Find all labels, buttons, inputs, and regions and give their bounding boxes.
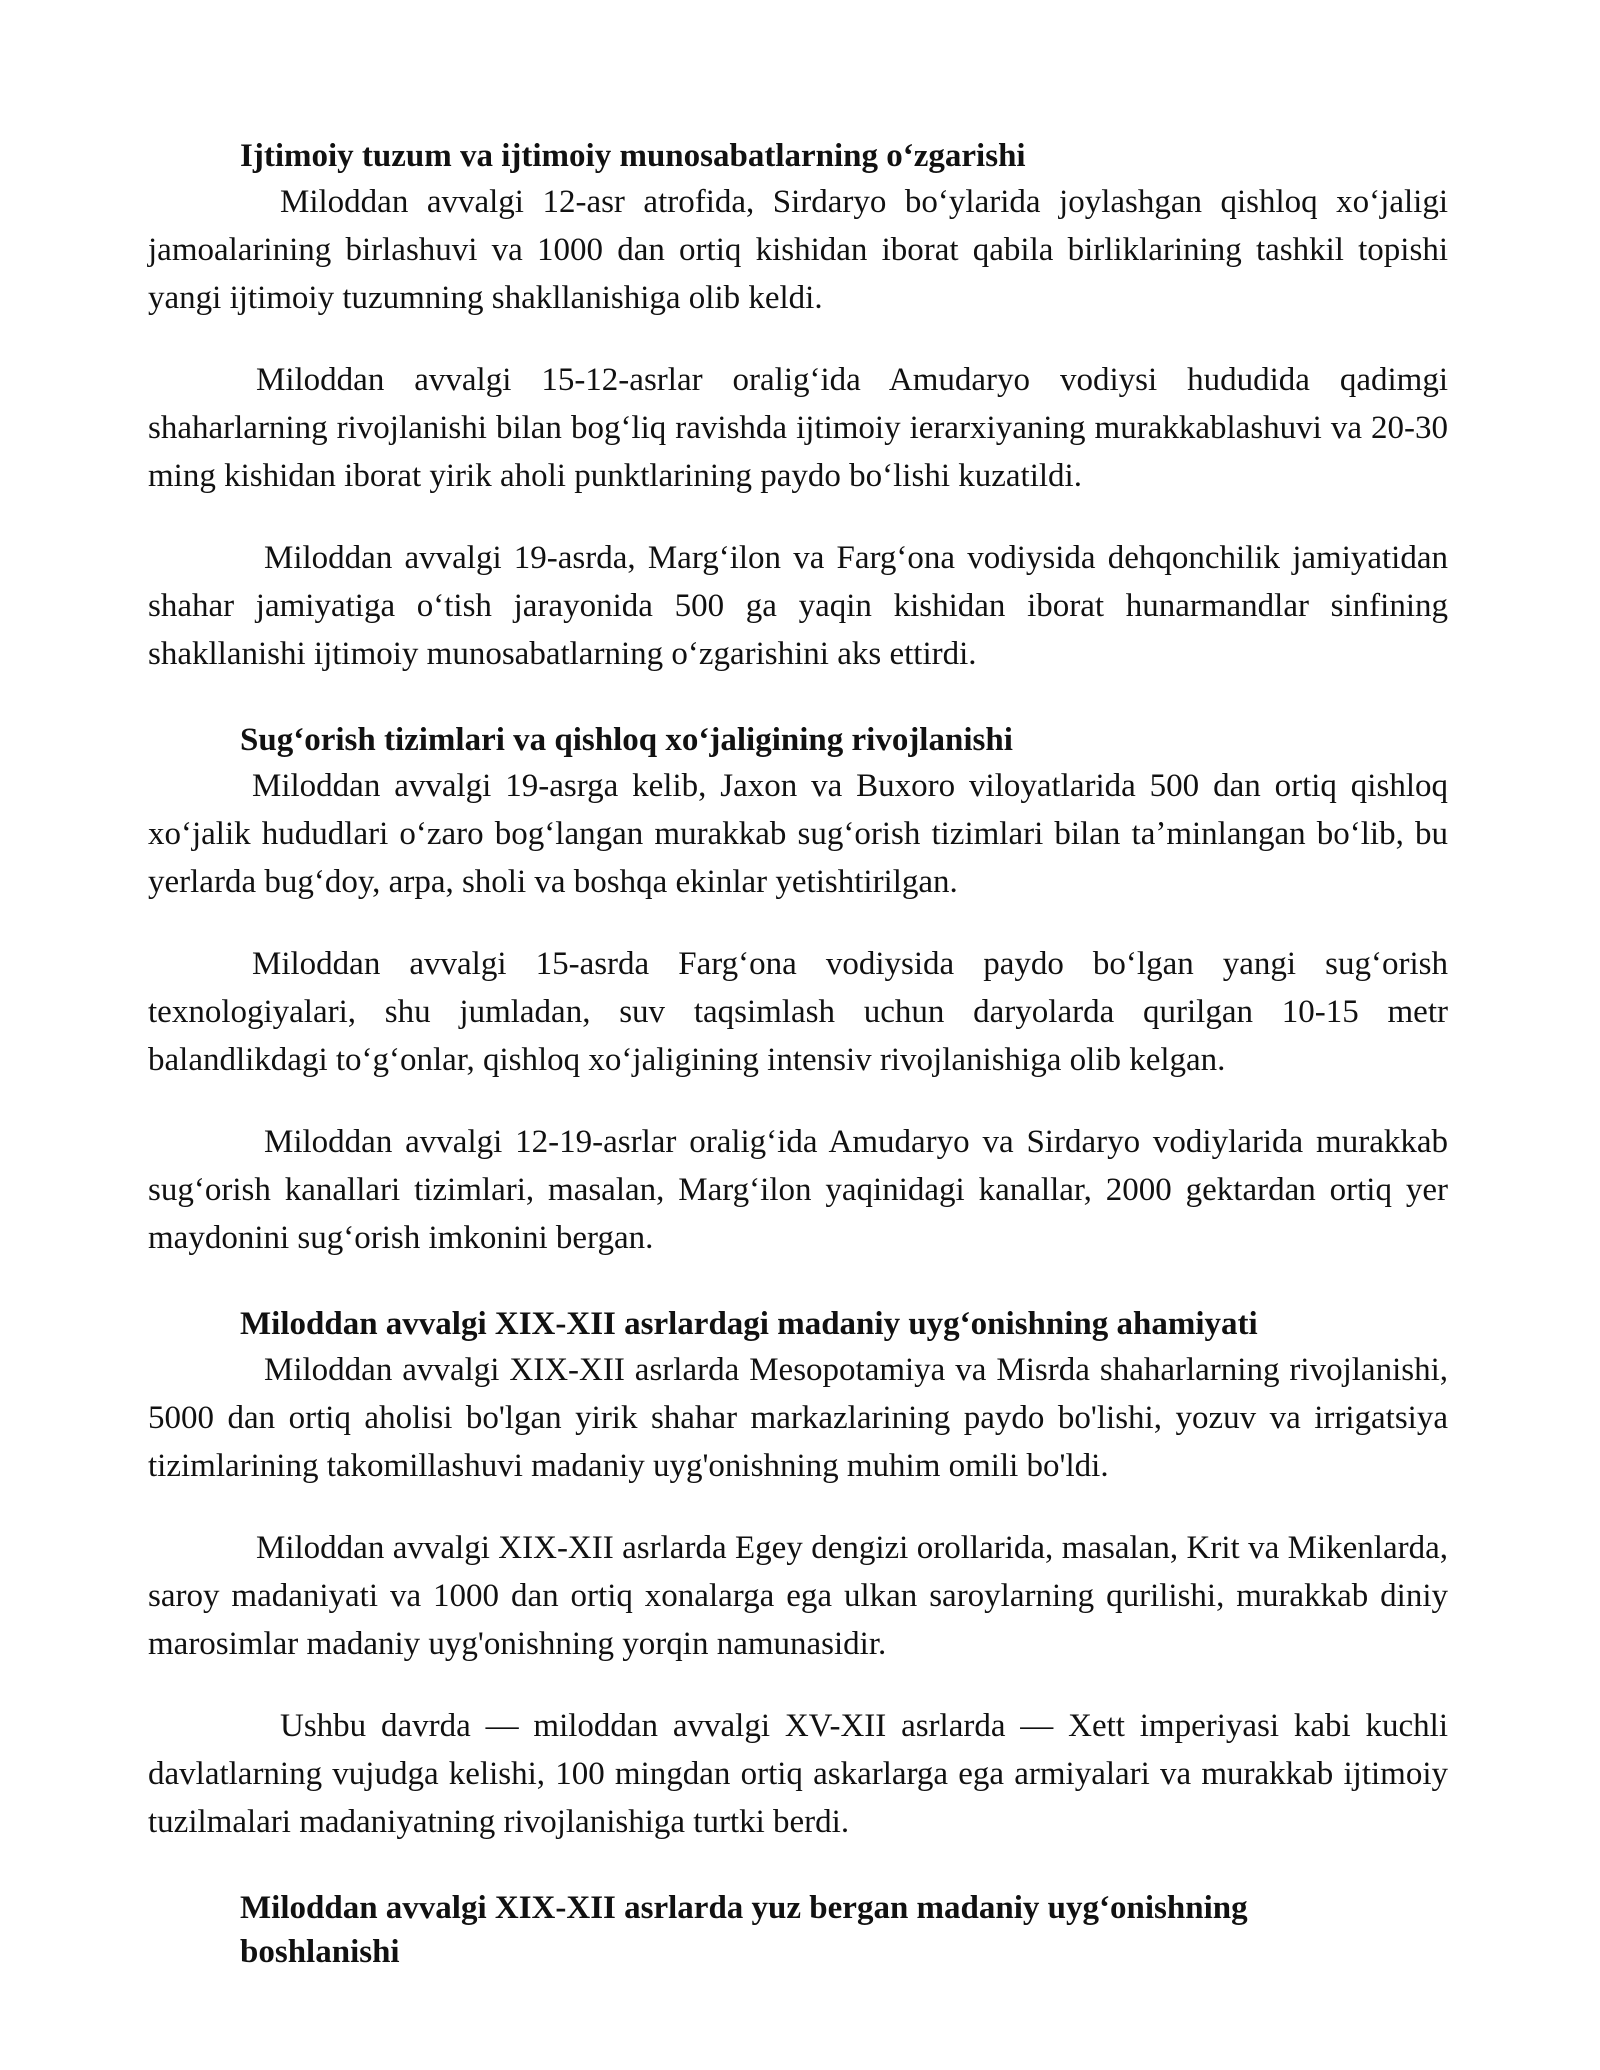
- paragraph: Miloddan avvalgi 15-12-asrlar oraligʻida Amudaryo vodiysi hududida qadimgi shaharlarning rivojlanishi bilan bogʻliq ravishda ijtimoiy ierarxiyaning murakkablashuvi va 20-30 ming kishidan iborat yirik aholi punktlarining paydo boʻlishi kuzatildi.: [148, 362, 1448, 494]
- section-heading-renaissance-beginning: Miloddan avvalgi XIX-XII asrlarda yuz bergan madaniy uygʻonishning boshlanishi: [240, 1890, 1248, 1970]
- paragraph: Miloddan avvalgi XIX-XII asrlarda Mesopotamiya va Misrda shaharlarning rivojlanishi, 5000 dan ortiq aholisi bo'lgan yirik shahar markazlarining paydo bo'lishi, yozuv va irrigatsiya tizimlarining takomillashuvi madaniy uyg'onishning muhim omili bo'ldi.: [148, 1352, 1448, 1484]
- paragraph: Miloddan avvalgi 12-19-asrlar oraligʻida Amudaryo va Sirdaryo vodiylarida murakkab sugʻorish kanallari tizimlari, masalan, Margʻilon yaqinidagi kanallar, 2000 gektardan ortiq yer maydonini sugʻorish imkonini bergan.: [148, 1124, 1448, 1256]
- paragraph: Ushbu davrda — miloddan avvalgi XV-XII asrlarda — Xett imperiyasi kabi kuchli davlatlarning vujudga kelishi, 100 mingdan ortiq askarlarga ega armiyalari va murakkab ijtimoiy tuzilmalari madaniyatning rivojlanishiga turtki berdi.: [148, 1708, 1448, 1840]
- section-heading-social-structure: Ijtimoiy tuzum va ijtimoiy munosabatlarning oʻzgarishi: [240, 138, 1026, 174]
- paragraph: Miloddan avvalgi XIX-XII asrlarda Egey dengizi orollarida, masalan, Krit va Mikenlarda, saroy madaniyati va 1000 dan ortiq xonalarga ega ulkan saroylarning qurilishi, murakkab diniy marosimlar madaniy uyg'onishning yorqin namunasidir.: [148, 1530, 1448, 1662]
- section-heading-cultural-renaissance: Miloddan avvalgi XIX-XII asrlardagi madaniy uygʻonishning ahamiyati: [240, 1306, 1258, 1342]
- document-body: [148, 134, 1448, 1974]
- paragraph: Miloddan avvalgi 15-asrda Fargʻona vodiysida paydo boʻlgan yangi sugʻorish texnologiyalari, shu jumladan, suv taqsimlash uchun daryolarda qurilgan 10-15 metr balandlikdagi toʻgʻonlar, qishloq xoʻjaligining intensiv rivojlanishiga olib kelgan.: [148, 946, 1448, 1078]
- paragraph: Miloddan avvalgi 12-asr atrofida, Sirdaryo boʻylarida joylashgan qishloq xoʻjaligi jamoalarining birlashuvi va 1000 dan ortiq kishidan iborat qabila birliklarining tashkil topishi yangi ijtimoiy tuzumning shakllanishiga olib keldi.: [148, 184, 1448, 316]
- section-heading-irrigation: Sugʻorish tizimlari va qishloq xoʻjaligining rivojlanishi: [240, 722, 1013, 758]
- paragraph: Miloddan avvalgi 19-asrga kelib, Jaxon va Buxoro viloyatlarida 500 dan ortiq qishloq xoʻjalik hududlari oʻzaro bogʻlangan murakkab sugʻorish tizimlari bilan taʼminlangan boʻlib, bu yerlarda bugʻdoy, arpa, sholi va boshqa ekinlar yetishtirilgan.: [148, 768, 1448, 900]
- paragraph: Miloddan avvalgi 19-asrda, Margʻilon va Fargʻona vodiysida dehqonchilik jamiyatidan shahar jamiyatiga oʻtish jarayonida 500 ga yaqin kishidan iborat hunarmandlar sinfining shakllanishi ijtimoiy munosabatlarning oʻzgarishini aks ettirdi.: [148, 540, 1448, 672]
